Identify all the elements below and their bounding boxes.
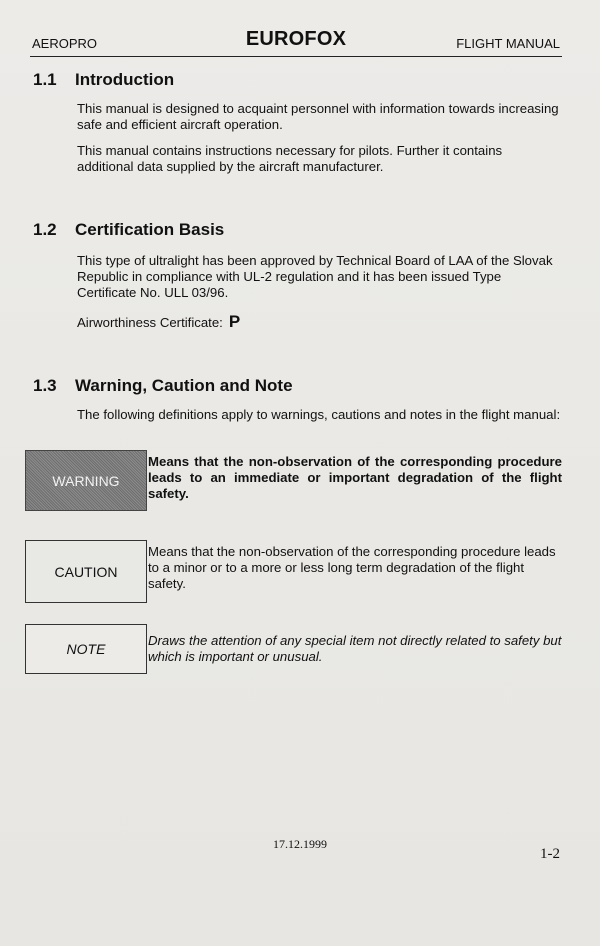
note-label: NOTE xyxy=(66,641,106,657)
section-title: Introduction xyxy=(75,70,175,89)
section-number: 1.3 xyxy=(33,376,57,395)
note-box xyxy=(25,624,147,674)
section-heading-introduction xyxy=(33,70,174,90)
section-heading-warning-caution-note xyxy=(33,376,293,396)
section-heading-certification-basis xyxy=(33,220,224,240)
section-number: 1.2 xyxy=(33,220,57,239)
paragraph: This manual is designed to acquaint personnel with information towards increasing safe and efficient aircraft operation. xyxy=(77,101,559,132)
warning-box xyxy=(25,450,147,511)
note-definition: Draws the attention of any special item not directly related to safety but which is important or unusual. xyxy=(148,633,562,664)
paragraph: This type of ultralight has been approved by Technical Board of LAA of the Slovak Republic in compliance with UL-2 regulation and it has been issued Type Certificate No. ULL 03/96. xyxy=(77,253,553,300)
section-number: 1.1 xyxy=(33,70,57,89)
caution-definition: Means that the non-observation of the corresponding procedure leads to a minor or to a more or less long term degradation of the flight safety. xyxy=(148,544,556,591)
warning-label: WARNING xyxy=(52,472,120,489)
paragraph: The following definitions apply to warnings, cautions and notes in the flight manual: xyxy=(77,407,561,422)
page-header xyxy=(32,28,560,56)
airworthiness-line xyxy=(77,314,562,331)
warning-definition: Means that the non-observation of the corresponding procedure leads to an immediate or important degradation of the flight safety. xyxy=(148,454,562,501)
airworthiness-value: P xyxy=(228,312,241,331)
section-title: Warning, Caution and Note xyxy=(75,376,293,395)
section-title: Certification Basis xyxy=(75,220,225,239)
page-number: 1-2 xyxy=(540,846,560,862)
caution-box xyxy=(25,540,147,603)
caution-label: CAUTION xyxy=(54,563,118,580)
footer-date: 17.12.1999 xyxy=(273,837,327,851)
paragraph: This manual contains instructions necessary for pilots. Further it contains additional data supplied by the aircraft manufacturer. xyxy=(77,143,503,174)
header-divider xyxy=(30,56,562,57)
airworthiness-label: Airworthiness Certificate: xyxy=(77,315,223,330)
header-company: AEROPRO xyxy=(32,36,98,51)
header-aircraft: EUROFOX xyxy=(245,28,347,50)
header-document-title: FLIGHT MANUAL xyxy=(456,36,560,51)
